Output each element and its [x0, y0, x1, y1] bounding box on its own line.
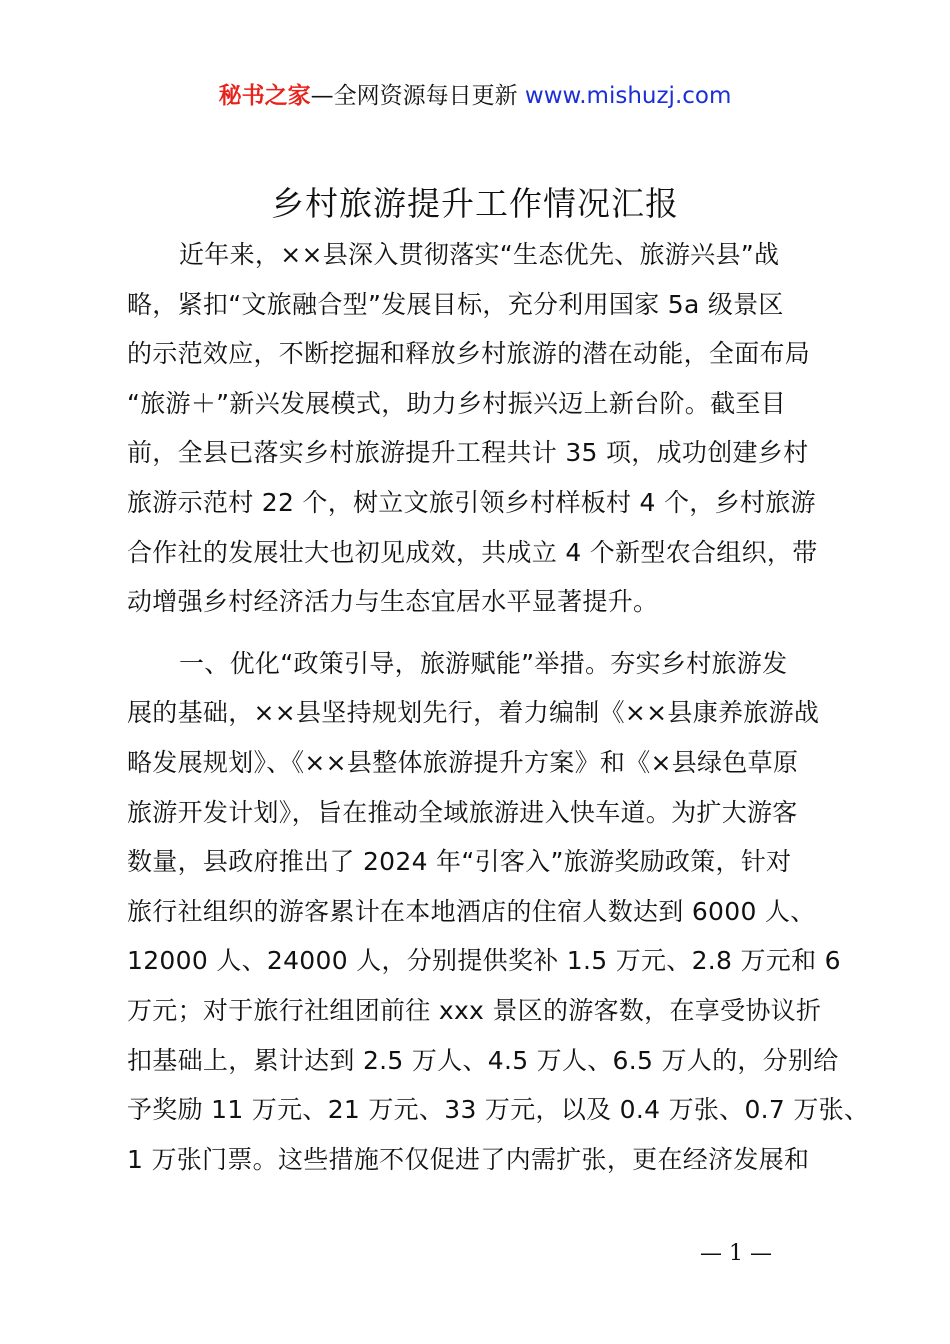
- paragraph-line: “旅游＋”新兴发展模式，助力乡村振兴迈上新台阶。截至目: [127, 388, 787, 418]
- paragraph-line: 12000 人、24000 人，分别提供奖补 1.5 万元、2.8 万元和 6: [127, 946, 841, 976]
- paragraph-section-one: [127, 639, 870, 1185]
- paragraph-line: 扣基础上，累计达到 2.5 万人、4.5 万人、6.5 万人的，分别给: [127, 1045, 839, 1075]
- document-title: 乡村旅游提升工作情况汇报: [271, 184, 679, 223]
- page-number: — 1 —: [700, 1241, 772, 1266]
- document-body: [127, 230, 870, 1184]
- brand-name: 秘书之家: [218, 83, 311, 109]
- paragraph-line: 数量，县政府推出了 2024 年“引客入”旅游奖励政策，针对: [127, 847, 792, 877]
- paragraph-line: 合作社的发展壮大也初见成效，共成立 4 个新型农合组织，带: [127, 537, 818, 567]
- paragraph-line: 旅游示范村 22 个，树立文旅引领乡村样板村 4 个，乡村旅游: [127, 487, 816, 517]
- paragraph-line: 略，紧扣“文旅融合型”发展目标，充分利用国家 5a 级景区: [127, 289, 784, 319]
- paragraph-line: 旅游开发计划》，旨在推动全域旅游进入快车道。为扩大游客: [127, 797, 798, 827]
- paragraph-line: 动增强乡村经济活力与生态宜居水平显著提升。: [127, 587, 659, 617]
- paragraph-line: 的示范效应，不断挖掘和释放乡村旅游的潜在动能，全面布局: [127, 339, 811, 369]
- paragraph-intro: [127, 230, 835, 627]
- site-header: [0, 80, 950, 112]
- paragraph-line: 前，全县已落实乡村旅游提升工程共计 35 项，成功创建乡村: [127, 438, 809, 468]
- paragraph-line: 1 万张门票。这些措施不仅促进了内需扩张，更在经济发展和: [127, 1144, 810, 1174]
- paragraph-line: 一、优化“政策引导，旅游赋能”举措。夯实乡村旅游发: [179, 648, 788, 678]
- paragraph-line: 予奖励 11 万元、21 万元、33 万元，以及 0.4 万张、0.7 万张、: [127, 1095, 870, 1125]
- paragraph-line: 旅行社组织的游客累计在本地酒店的住宿人数达到 6000 人、: [127, 896, 816, 926]
- header-tagline: —全网资源每日更新: [310, 83, 525, 109]
- paragraph-line: 展的基础，××县坚持规划先行，着力编制《××县康养旅游战: [127, 698, 820, 728]
- paragraph-line: 略发展规划》、《××县整体旅游提升方案》和《×县绿色草原: [127, 747, 799, 777]
- paragraph-line: 近年来，××县深入贯彻落实“生态优先、旅游兴县”战: [179, 240, 780, 269]
- paragraph-line: 万元；对于旅行社组团前往 xxx 景区的游客数，在享受协议折: [127, 995, 822, 1025]
- site-url-link[interactable]: www.mishuzj.com: [524, 83, 732, 109]
